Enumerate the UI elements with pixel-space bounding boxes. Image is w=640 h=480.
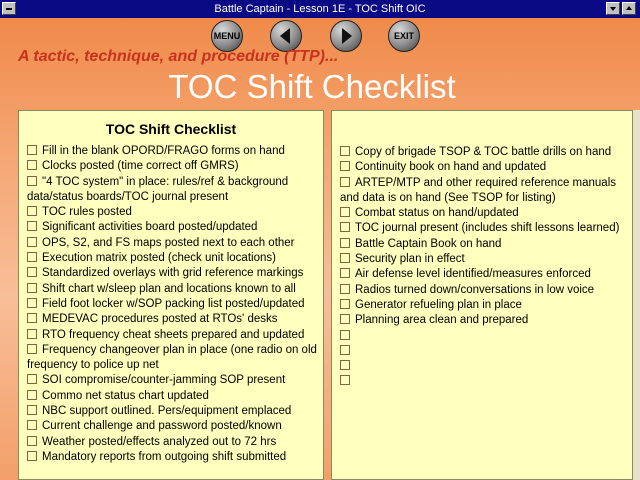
checkbox[interactable] bbox=[27, 298, 37, 308]
checkbox[interactable] bbox=[340, 161, 350, 171]
minimize-button[interactable] bbox=[606, 2, 620, 15]
checklist-item-label: Weather posted/effects analyzed out to 72 hrs bbox=[42, 435, 277, 448]
checklist-item bbox=[340, 298, 628, 313]
checklist-item-label: Current challenge and password posted/known bbox=[42, 420, 282, 433]
checklist-item bbox=[340, 329, 628, 344]
checklist-item bbox=[27, 144, 319, 159]
checkbox[interactable] bbox=[340, 314, 350, 324]
checkbox[interactable] bbox=[340, 146, 350, 156]
checklist-item bbox=[27, 328, 319, 343]
checklist-item-label: Generator refueling plan in place bbox=[355, 298, 522, 311]
checkbox[interactable] bbox=[27, 329, 37, 339]
checklist-item bbox=[27, 205, 319, 220]
checklist-item bbox=[340, 160, 628, 175]
left-checklist bbox=[27, 144, 319, 465]
checklist-item-label: Commo net status chart updated bbox=[42, 389, 209, 402]
checkbox[interactable] bbox=[27, 344, 37, 354]
page-title: TOC Shift Checklist bbox=[168, 68, 456, 105]
right-checklist bbox=[340, 145, 628, 390]
arrow-left-icon bbox=[280, 28, 290, 44]
checkbox[interactable] bbox=[27, 160, 37, 170]
checklist-item bbox=[27, 450, 319, 465]
checkbox[interactable] bbox=[27, 237, 37, 247]
checklist-item-label: Execution matrix posted (check unit locations) bbox=[42, 252, 276, 265]
checklist-item-label: Frequency changeover plan in place (one radio on old frequency to police up net bbox=[27, 343, 317, 372]
checklist-item bbox=[27, 343, 319, 374]
checkbox[interactable] bbox=[340, 360, 350, 370]
checklist-item bbox=[340, 206, 628, 221]
checklist-item-label: Standardized overlays with grid reference markings bbox=[42, 267, 304, 280]
checkbox[interactable] bbox=[27, 267, 37, 277]
checklist-item bbox=[27, 419, 319, 434]
checkbox[interactable] bbox=[27, 145, 37, 155]
checklist-item-label: Copy of brigade TSOP & TOC battle drills on hand bbox=[355, 146, 612, 158]
checkbox[interactable] bbox=[340, 299, 350, 309]
left-checklist-panel bbox=[18, 110, 324, 480]
checkbox[interactable] bbox=[27, 283, 37, 293]
checklist-item bbox=[27, 312, 319, 327]
checklist-item-label: Radios turned down/conversations in low voice bbox=[355, 283, 595, 296]
checkbox[interactable] bbox=[340, 253, 350, 263]
checkbox[interactable] bbox=[27, 221, 37, 231]
checklist-item bbox=[27, 220, 319, 235]
title-bar bbox=[0, 0, 640, 18]
checklist-item-label: ARTEP/MTP and other required reference manuals and data is on hand (See TSOP for listing) bbox=[340, 176, 617, 204]
side-strip bbox=[633, 110, 640, 480]
checklist-item-label: "4 TOC system" in place: rules/ref & background data/status boards/TOC journal present bbox=[27, 175, 289, 203]
checkbox[interactable] bbox=[340, 268, 350, 278]
checkbox[interactable] bbox=[340, 222, 350, 232]
arrow-right-icon bbox=[342, 28, 352, 44]
checklist-item-label: Security plan in effect bbox=[355, 253, 465, 266]
checklist-item bbox=[27, 159, 319, 174]
checklist-item bbox=[27, 266, 319, 281]
checkbox[interactable] bbox=[340, 375, 350, 385]
menu-button-label: MENU bbox=[213, 31, 241, 41]
checkbox[interactable] bbox=[27, 313, 37, 323]
checklist-item bbox=[340, 344, 628, 359]
checklist-item bbox=[27, 236, 319, 251]
checklist-item bbox=[340, 267, 628, 282]
checklist-item-label: Continuity book on hand and updated bbox=[355, 161, 547, 174]
exit-button[interactable] bbox=[388, 20, 420, 52]
checklist-item-label: Field foot locker w/SOP packing list posted/updated bbox=[42, 297, 305, 310]
exit-button-label: EXIT bbox=[393, 31, 414, 41]
checklist-item-label: Battle Captain Book on hand bbox=[355, 237, 502, 250]
checklist-item bbox=[27, 297, 319, 312]
checklist-item bbox=[27, 404, 319, 419]
checklist-item bbox=[27, 282, 319, 297]
checklist-item bbox=[27, 389, 319, 404]
checklist-item bbox=[340, 145, 628, 160]
window-title: Battle Captain - Lesson 1E - TOC Shift OIC bbox=[214, 3, 426, 15]
checklist-item-label: Planning area clean and prepared bbox=[355, 314, 529, 327]
checkbox[interactable] bbox=[27, 206, 37, 216]
checkbox[interactable] bbox=[27, 252, 37, 262]
checkbox[interactable] bbox=[340, 330, 350, 340]
system-menu-icon[interactable] bbox=[2, 2, 16, 15]
checkbox[interactable] bbox=[340, 345, 350, 355]
checklist-item-label: TOC journal present (includes shift lessons learned) bbox=[355, 222, 620, 235]
right-checklist-panel bbox=[331, 110, 633, 480]
checklist-item-label: RTO frequency cheat sheets prepared and updated bbox=[42, 328, 305, 341]
checklist-item bbox=[340, 374, 628, 389]
checklist-item-label: Mandatory reports from outgoing shift submitted bbox=[42, 450, 287, 463]
checklist-item-label: Clocks posted (time correct off GMRS) bbox=[42, 160, 239, 173]
checklist-item-label: SOI compromise/counter-jamming SOP present bbox=[42, 374, 286, 387]
maximize-button[interactable] bbox=[622, 2, 636, 15]
checklist-item-label: OPS, S2, and FS maps posted next to each other bbox=[42, 236, 295, 249]
checkbox[interactable] bbox=[27, 176, 37, 186]
checkbox[interactable] bbox=[340, 177, 350, 187]
checklist-item-label: MEDEVAC procedures posted at RTOs' desks bbox=[42, 313, 278, 326]
checklist-item-label: TOC rules posted bbox=[42, 206, 132, 219]
checklist-item bbox=[340, 176, 628, 207]
checklist-item bbox=[27, 175, 319, 206]
checklist-item bbox=[27, 251, 319, 266]
checkbox[interactable] bbox=[27, 420, 37, 430]
checklist-item bbox=[340, 252, 628, 267]
checklist-item-label: Fill in the blank OPORD/FRAGO forms on hand bbox=[42, 145, 285, 157]
checkbox[interactable] bbox=[27, 436, 37, 446]
checklist-item bbox=[340, 313, 628, 328]
checklist-item-label: Shift chart w/sleep plan and locations known to all bbox=[42, 282, 296, 295]
checkbox[interactable] bbox=[340, 238, 350, 248]
checklist-item bbox=[27, 435, 319, 450]
checkbox[interactable] bbox=[27, 405, 37, 415]
checkbox[interactable] bbox=[340, 207, 350, 217]
checkbox[interactable] bbox=[27, 390, 37, 400]
ttp-subtitle: A tactic, technique, and procedure (TTP)... bbox=[18, 48, 339, 65]
lesson-stage bbox=[0, 18, 640, 480]
checklist-item bbox=[340, 283, 628, 298]
checklist-item bbox=[27, 373, 319, 388]
checkbox[interactable] bbox=[27, 374, 37, 384]
checklist-item-label: Air defense level identified/measures enforced bbox=[355, 268, 591, 281]
checklist-item bbox=[340, 221, 628, 236]
checklist-item-label: Significant activities board posted/updated bbox=[42, 221, 258, 234]
checklist-item-label: Combat status on hand/updated bbox=[355, 207, 519, 220]
checklist-item bbox=[340, 237, 628, 252]
checkbox[interactable] bbox=[27, 451, 37, 461]
checklist-item bbox=[340, 359, 628, 374]
checklist-item-label: NBC support outlined. Pers/equipment emplaced bbox=[42, 405, 292, 418]
panel-heading: TOC Shift Checklist bbox=[105, 121, 237, 137]
checkbox[interactable] bbox=[340, 284, 350, 294]
